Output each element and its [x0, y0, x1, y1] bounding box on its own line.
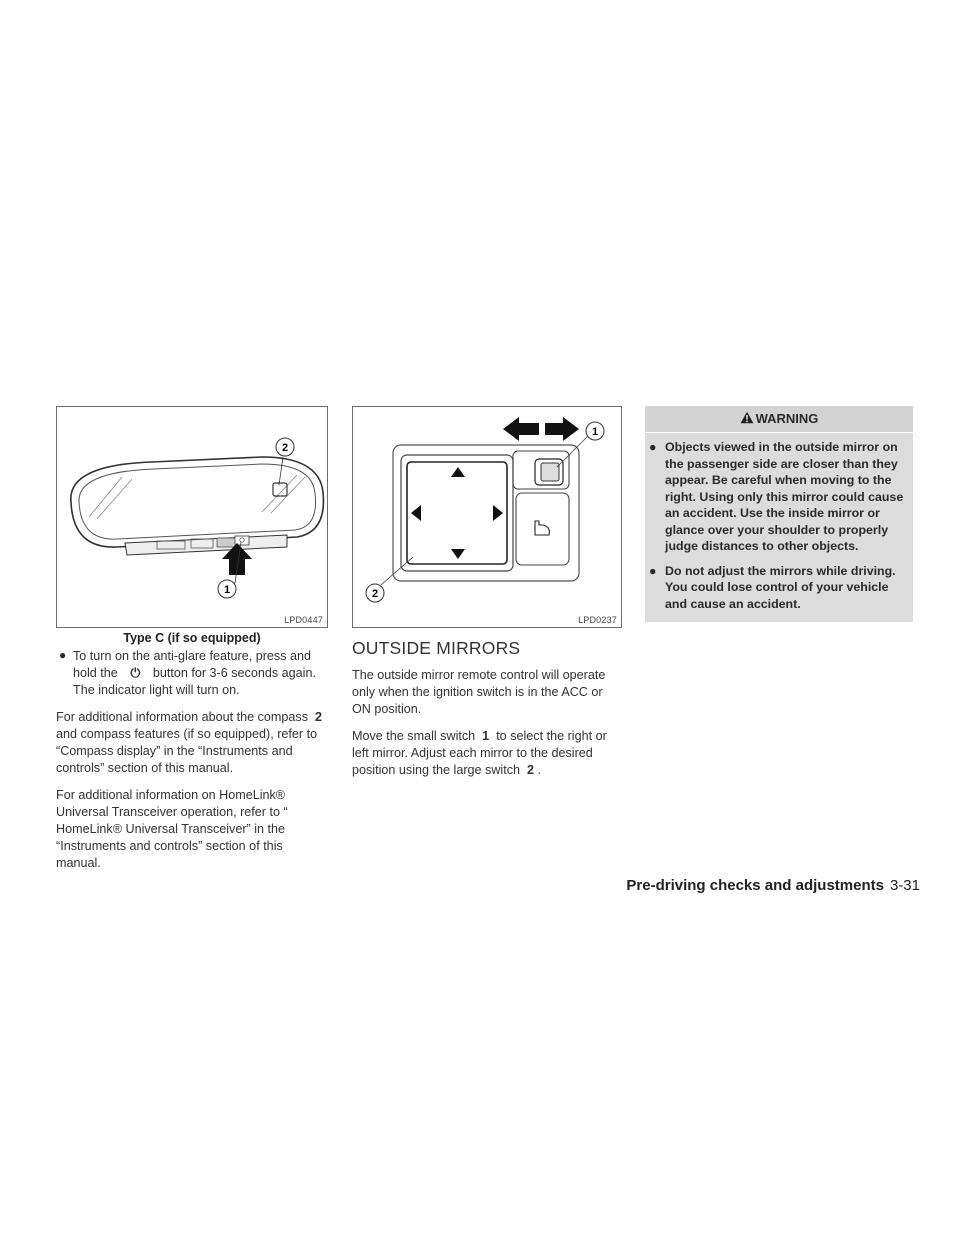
page-footer	[620, 877, 920, 894]
bullet-item	[56, 648, 328, 699]
bullet-icon: ●	[649, 440, 657, 454]
page-number: 3-31	[889, 877, 920, 894]
section-heading: OUTSIDE MIRRORS	[352, 638, 521, 658]
callout-1: 1	[223, 584, 231, 596]
warning-item: ● Objects viewed in the outside mirror on the passenger side are closer than they appear. Be careful when moving to the right. Using only this mirror could cause an accident. Use the inside mirror or glance over your shoulder to properly judge distances to other objects.	[649, 440, 904, 553]
switch-paragraph: Move the small switch 1 to select the right or left mirror. Adjust each mirror to the desired position using the large switch 2 .	[352, 729, 607, 777]
callout-2: 2	[281, 442, 289, 454]
warning-box	[645, 406, 913, 622]
callout-1: 1	[591, 426, 599, 438]
figure-code: LPD0447	[284, 615, 323, 625]
rearview-mirror-figure	[56, 406, 328, 628]
callout-ref-2: 2	[527, 763, 535, 777]
warning-item: ● Do not adjust the mirrors while driving. You could lose control of your vehicle and cause an accident.	[649, 563, 896, 611]
right-column	[645, 406, 913, 622]
bullet-icon: ●	[649, 563, 657, 578]
homelink-paragraph: For additional information on HomeLink® Universal Transceiver operation, refer to “ HomeLink® Universal Transceiver” in the “Instruments and controls” section of this manual.	[56, 788, 288, 870]
warning-triangle-icon	[740, 411, 754, 424]
bullet-text-b: button for 3-6 seconds again. The indicator light will turn on.	[73, 666, 316, 697]
middle-column	[352, 406, 622, 779]
callout-2: 2	[371, 588, 379, 600]
power-icon: ⏻	[130, 666, 141, 680]
rearview-mirror-illustration	[57, 407, 329, 629]
warning-title: WARNING	[755, 411, 819, 426]
mirror-switch-illustration	[353, 407, 623, 629]
mirror-switch-figure	[352, 406, 622, 628]
left-column	[56, 406, 328, 872]
warning-header	[645, 406, 913, 433]
compass-paragraph: For additional information about the compass 2 and compass features (if so equipped), refer to “Compass display” in the “Instruments and controls” section of this manual.	[56, 709, 328, 777]
bullet-text-a: To turn on the anti-glare feature, press and hold the	[73, 649, 312, 680]
callout-ref-1: 1	[482, 729, 490, 743]
footer-section-title: Pre-driving checks and adjustments	[626, 877, 884, 894]
figure-code: LPD0237	[578, 615, 617, 625]
callout-ref-2: 2	[315, 710, 323, 724]
figure-caption: Type C (if so equipped)	[123, 631, 261, 645]
bullet-icon: ●	[59, 648, 67, 662]
ignition-paragraph: The outside mirror remote control will operate only when the ignition switch is in the ACC or ON position.	[352, 668, 606, 716]
